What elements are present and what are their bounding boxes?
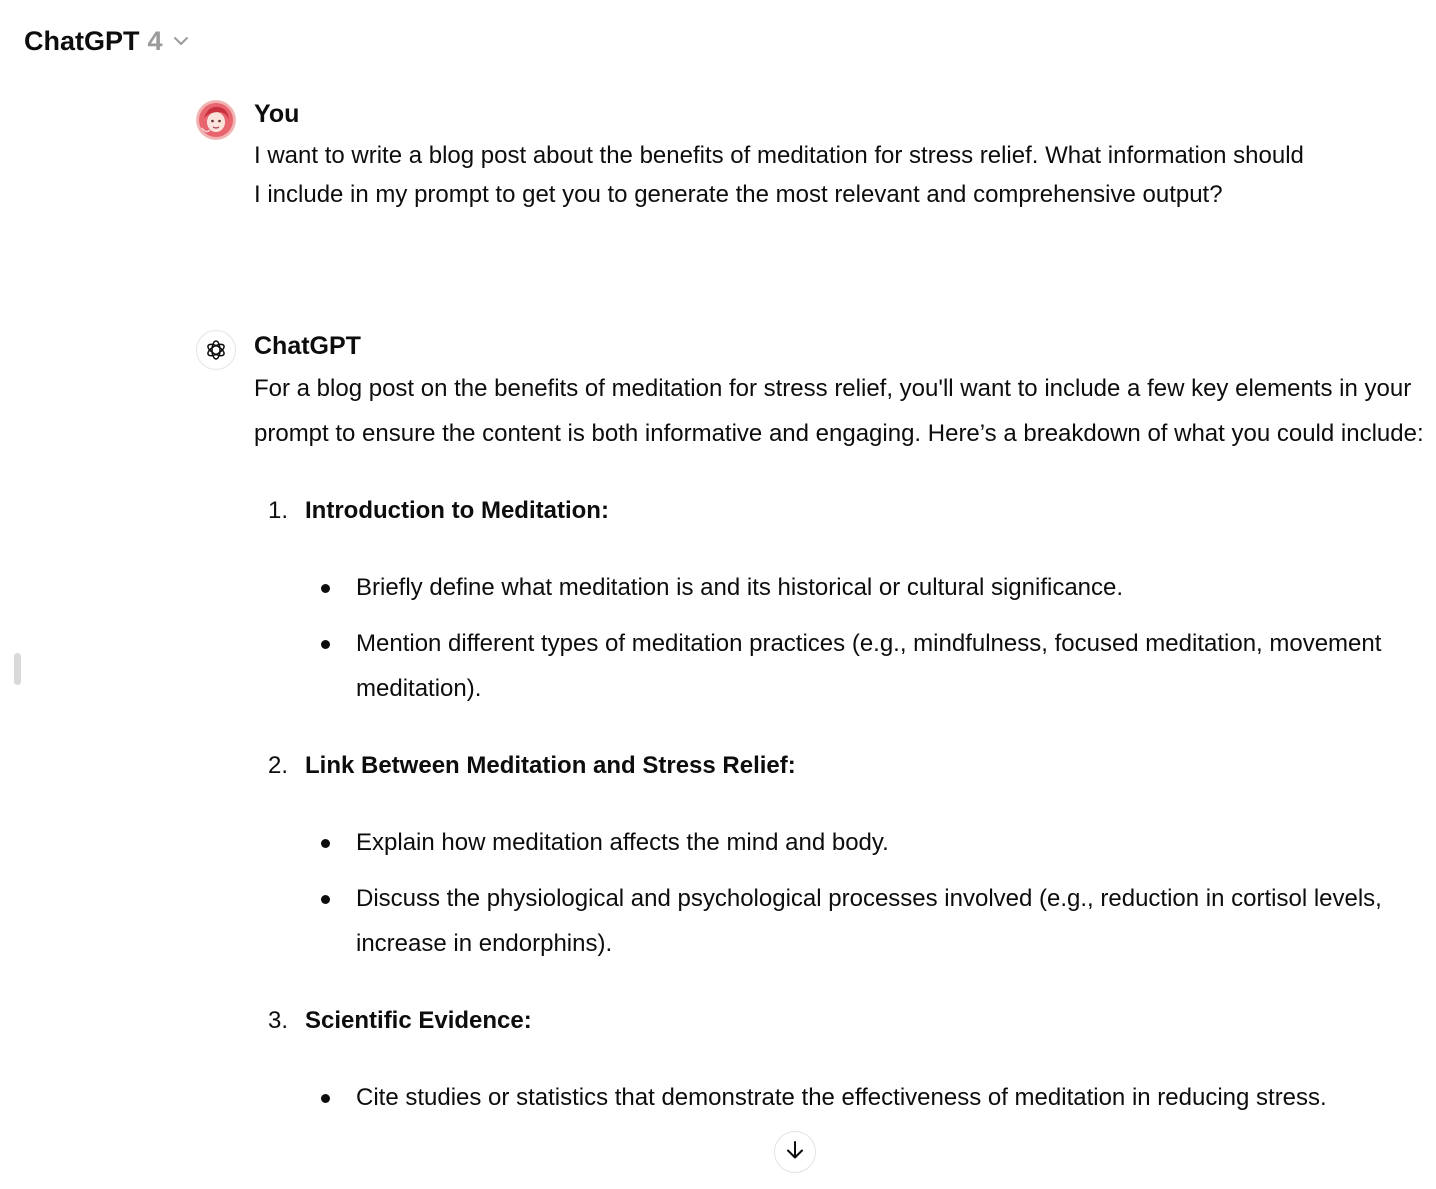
assistant-message-body xyxy=(254,367,1426,1120)
chevron-down-icon xyxy=(171,31,191,51)
section-number: 3. xyxy=(268,1007,289,1034)
section-number: 1. xyxy=(268,497,289,524)
bullet-list xyxy=(254,1076,1426,1121)
openai-logo-icon xyxy=(196,330,236,370)
model-version: 4 xyxy=(147,25,163,56)
list-item xyxy=(254,999,1426,1120)
bullet-list xyxy=(254,566,1426,712)
user-message-text: I want to write a blog post about the benefits of meditation for stress relief. What information should I include in my prompt to get you to generate the most relevant and comprehensive output? xyxy=(254,142,1304,208)
section-list xyxy=(254,489,1426,1120)
list-item: Cite studies or statistics that demonstrate the effectiveness of meditation in reducing stress. xyxy=(254,1076,1426,1121)
user-avatar xyxy=(196,100,236,140)
section-title-text: Scientific Evidence: xyxy=(305,1007,532,1034)
list-item: Explain how meditation affects the mind and body. xyxy=(254,821,1426,866)
model-name: ChatGPT xyxy=(24,25,140,56)
section-title-text: Link Between Meditation and Stress Relief: xyxy=(305,752,796,779)
list-item: Briefly define what meditation is and its historical or cultural significance. xyxy=(254,566,1426,611)
section-title xyxy=(254,489,1426,534)
section-title-text: Introduction to Meditation: xyxy=(305,497,609,524)
list-item: Mention different types of meditation practices (e.g., mindfulness, focused meditation, movement meditation). xyxy=(254,622,1426,711)
list-item xyxy=(254,744,1426,966)
list-item xyxy=(254,489,1426,711)
bullet-list xyxy=(254,821,1426,967)
section-title xyxy=(254,999,1426,1044)
section-title xyxy=(254,744,1426,789)
scroll-to-bottom-button[interactable] xyxy=(774,1131,816,1173)
model-selector[interactable] xyxy=(24,22,191,60)
assistant-author-label: ChatGPT xyxy=(254,332,361,360)
sidebar-resize-handle[interactable] xyxy=(14,653,21,685)
assistant-intro: For a blog post on the benefits of meditation for stress relief, you'll want to include a few key elements in your prompt to ensure the content is both informative and engaging. Here’s a breakdown of what you could include: xyxy=(254,375,1424,447)
list-item: Discuss the physiological and psychological processes involved (e.g., reduction in cortisol levels, increase in endorphins). xyxy=(254,877,1426,966)
section-number: 2. xyxy=(268,752,289,779)
user-author-label: You xyxy=(254,100,300,128)
arrow-down-icon xyxy=(784,1139,806,1166)
